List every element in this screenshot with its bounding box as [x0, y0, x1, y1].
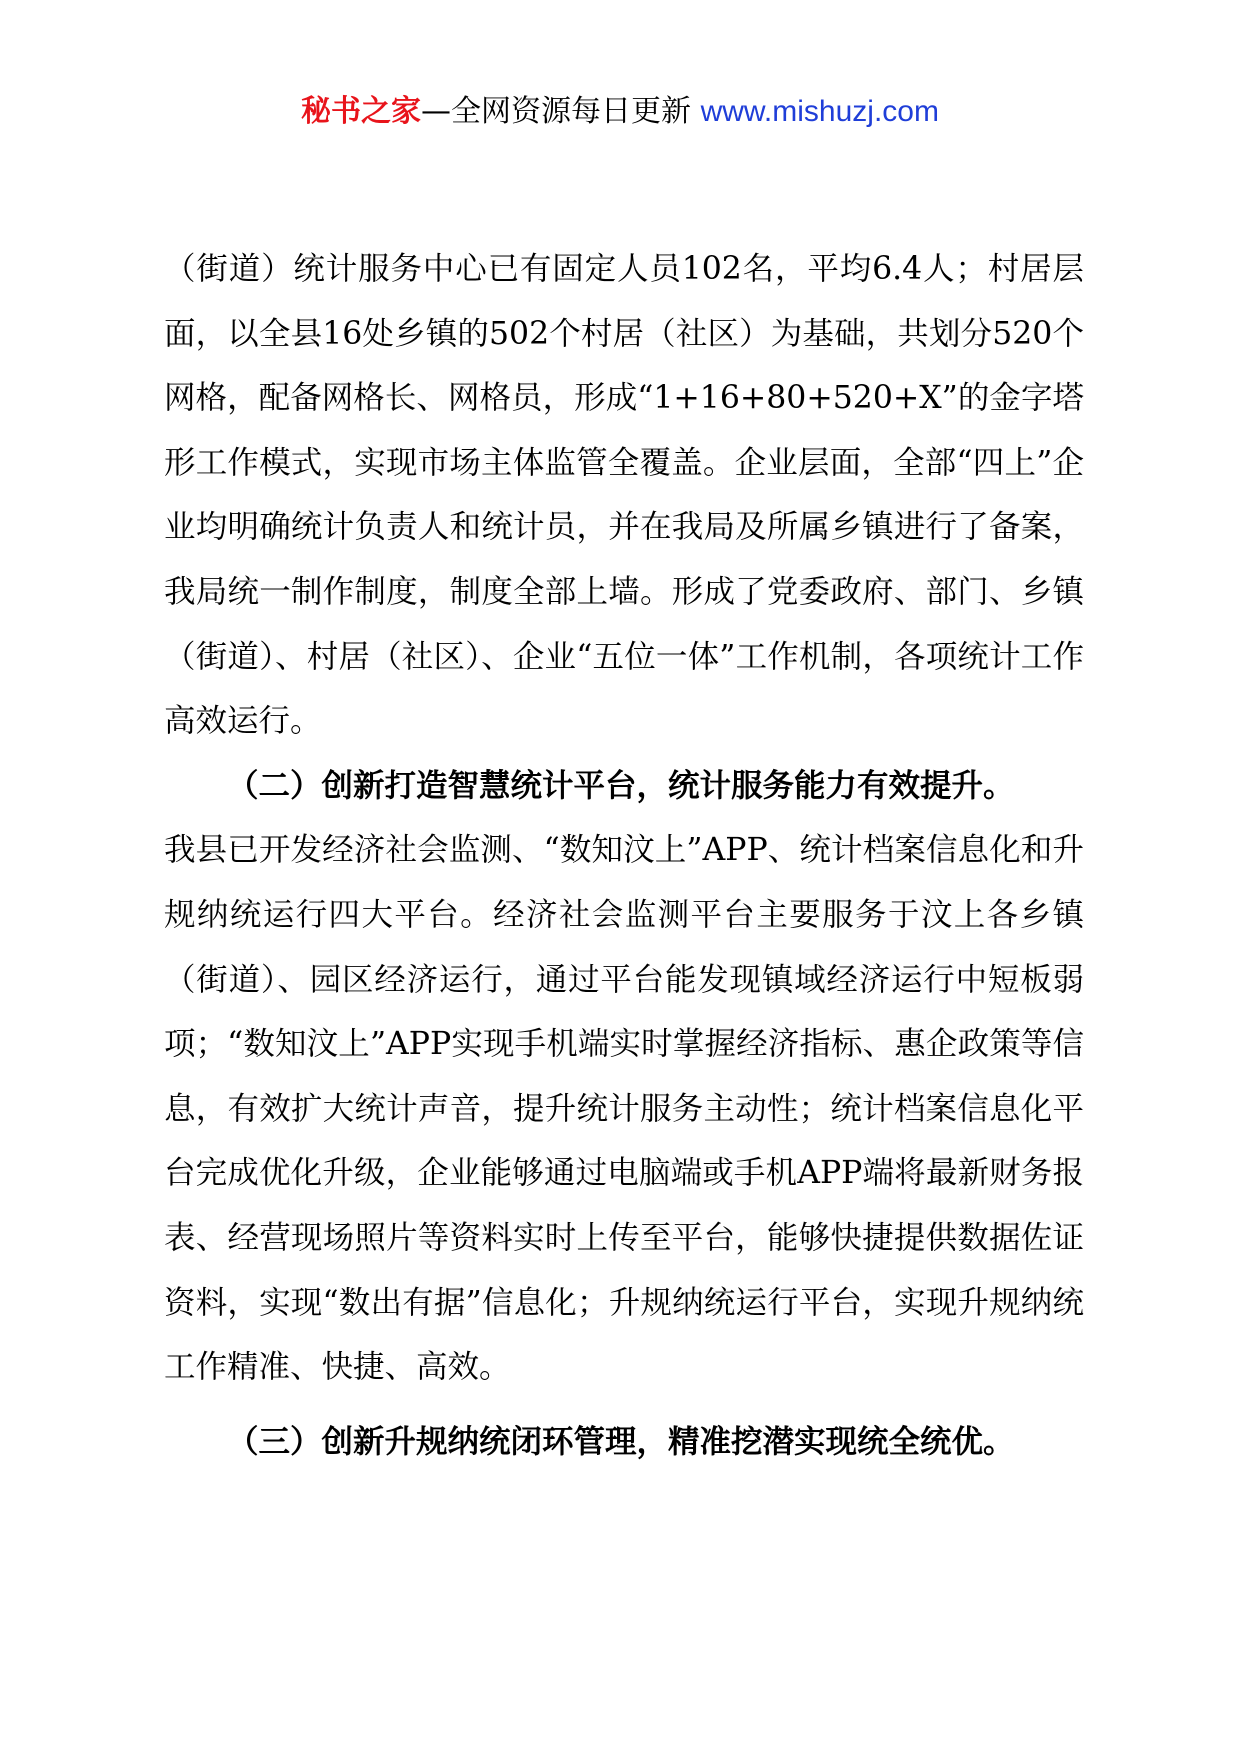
paragraph-body-1: （街道）统计服务中心已有固定人员102名，平均6.4人；村居层面，以全县16处乡镇的502个村居（社区）为基础，共划分520个网格，配备网格长、网格员，形成“1+16+80+520+X”的金字塔形工作模式，实现市场主体监管全覆盖。企业层面，全部“四上”企业均明确统计负责人和统计员，并在我局及所属乡镇进行了备案，我局统一制作制度，制度全部上墙。形成了党委政府、部门、乡镇（街道）、村居（社区）、企业“五位一体”工作机制，各项统计工作高效运行。: [164, 251, 1084, 740]
document-body: [164, 237, 1084, 1474]
header-tagline: —全网资源每日更新: [421, 94, 692, 129]
brand-name: 秘书之家: [301, 94, 422, 129]
page-header: [0, 92, 1240, 132]
section-heading-3: （三）创新升规纳统闭环管理，精准挖潜实现统全统优。: [227, 1423, 1015, 1460]
section-heading-2: （二）创新打造智慧统计平台，统计服务能力有效提升。: [227, 767, 1015, 804]
paragraph-body-2: 我县已开发经济社会监测、“数知汶上”APP、统计档案信息化和升规纳统运行四大平台。经济社会监测平台主要服务于汶上各乡镇（街道）、园区经济运行，通过平台能发现镇域经济运行中短板弱项；“数知汶上”APP实现手机端实时掌握经济指标、惠企政策等信息，有效扩大统计声音，提升统计服务主动性；统计档案信息化平台完成优化升级，企业能够通过电脑端或手机APP端将最新财务报表、经营现场照片等资料实时上传至平台，能够快捷提供数据佐证资料，实现“数出有据”信息化；升规纳统运行平台，实现升规纳统工作精准、快捷、高效。: [164, 832, 1084, 1386]
website-link[interactable]: www.mishuzj.com: [700, 95, 939, 128]
